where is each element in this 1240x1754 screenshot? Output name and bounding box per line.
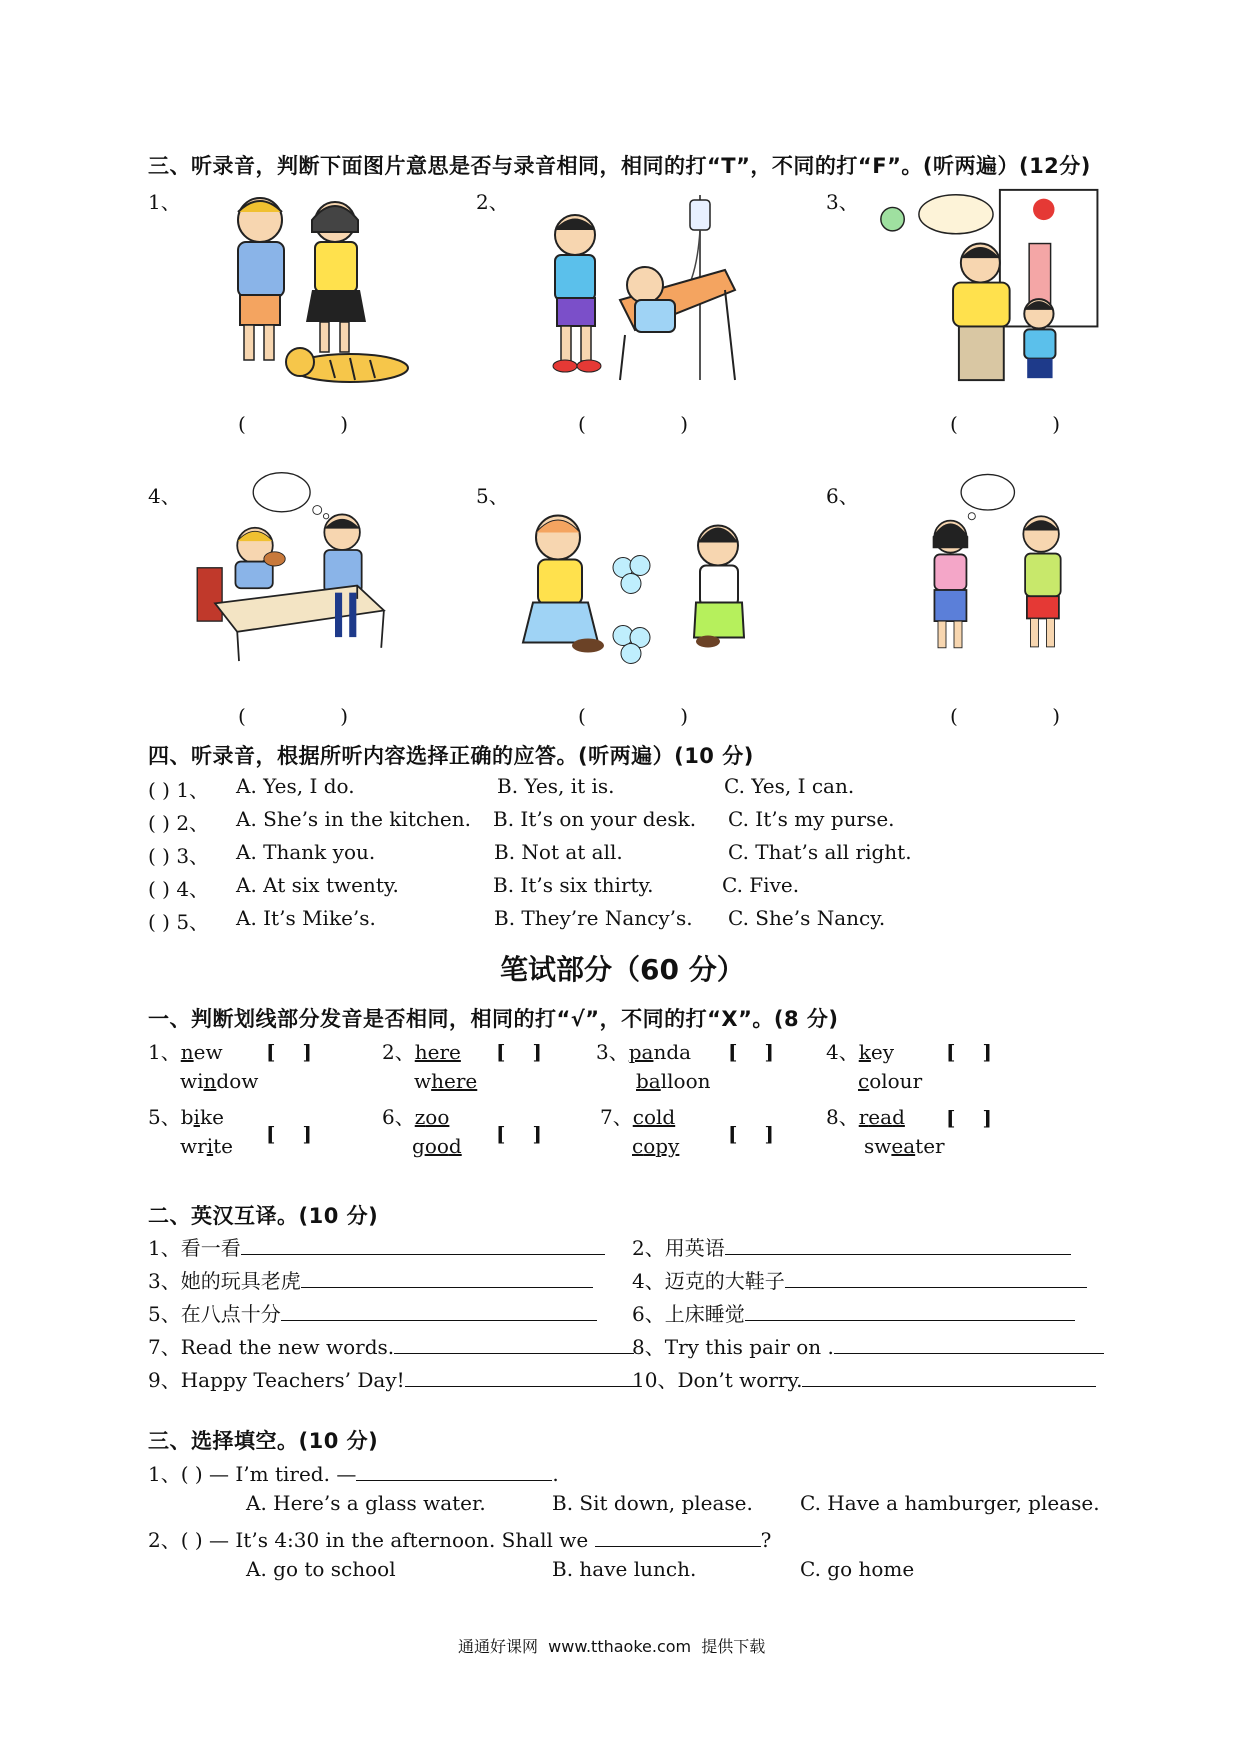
- item-number: 5、: [148, 1105, 181, 1129]
- picture-item-number: 4、: [148, 484, 181, 508]
- answer-bracket[interactable]: [ ]: [728, 1122, 774, 1146]
- choice-question-2: 2、( ) — It’s 4:30 in the afternoon. Shall we ?: [148, 1528, 772, 1552]
- item-number: 3、: [596, 1040, 629, 1064]
- answer-blank[interactable]: [802, 1366, 1096, 1387]
- answer-blank[interactable]: [745, 1300, 1075, 1321]
- underlined-part: cold: [632, 1105, 676, 1129]
- paren-open: (: [578, 704, 586, 728]
- section-title-multiple-choice: 三、选择填空。(10 分): [148, 1429, 379, 1453]
- pronunciation-item-1-word2: window: [180, 1069, 259, 1093]
- answer-bracket[interactable]: [ ]: [728, 1040, 774, 1064]
- item-number: 6、: [382, 1105, 415, 1129]
- response-option-a: A. It’s Mike’s.: [236, 906, 376, 930]
- paren-open: (: [950, 412, 958, 436]
- picture-item-number: 3、: [826, 190, 859, 214]
- underlined-part: n: [180, 1040, 194, 1064]
- pronunciation-item-8-word2: sweater: [864, 1134, 945, 1158]
- pronunciation-item-7-word2: [632, 1134, 679, 1158]
- boy-eating-hamburger-at-table-illustration: [180, 470, 410, 670]
- item-number: 1、: [148, 1040, 181, 1064]
- choice-question-1: 1、( ) — I’m tired. — .: [148, 1462, 559, 1486]
- pronunciation-item-8: [826, 1101, 905, 1130]
- underlined-part: here: [431, 1069, 478, 1093]
- translation-item: 5、在八点十分: [148, 1298, 597, 1327]
- response-option-a: A. She’s in the kitchen.: [236, 807, 472, 831]
- underlined-part: c: [858, 1069, 870, 1093]
- answer-bracket[interactable]: [ ]: [266, 1122, 312, 1146]
- pronunciation-item-3: 3、panda: [596, 1040, 692, 1064]
- underlined-part: here: [414, 1040, 461, 1064]
- response-question-number[interactable]: ( ) 2、: [148, 811, 210, 835]
- paren-close: ): [680, 412, 688, 436]
- picture-item-number: 2、: [476, 190, 509, 214]
- item-number: 7、: [600, 1105, 633, 1129]
- response-option-c: C. It’s my purse.: [728, 807, 895, 831]
- section-title-translation: 二、英汉互译。(10 分): [148, 1204, 379, 1228]
- answer-parentheses[interactable]: [578, 412, 688, 436]
- footer-source-credit: 通通好课网 www.tthaoke.com 提供下载: [458, 1637, 766, 1656]
- paren-open: (: [238, 412, 246, 436]
- boy-and-girl-with-balloons-illustration: [518, 500, 748, 700]
- response-option-b: B. It’s on your desk.: [493, 807, 697, 831]
- response-option-b: B. They’re Nancy’s.: [494, 906, 693, 930]
- response-question-number[interactable]: ( ) 4、: [148, 877, 210, 901]
- answer-parentheses[interactable]: [238, 412, 348, 436]
- answer-bracket[interactable]: [ ]: [496, 1122, 542, 1146]
- underlined-part: k: [858, 1040, 871, 1064]
- item-number: 2、: [382, 1040, 415, 1064]
- answer-bracket[interactable]: [ ]: [946, 1106, 992, 1130]
- section-title-pronunciation: 一、判断划线部分发音是否相同，相同的打“√”，不同的打“X”。(8 分): [148, 1007, 839, 1031]
- pronunciation-item-6-word2: [412, 1134, 462, 1158]
- response-option-b: B. Yes, it is.: [497, 774, 615, 798]
- translation-item: 7、Read the new words.: [148, 1331, 634, 1360]
- underlined-part: i: [206, 1134, 214, 1158]
- choice-option-a: A. Here’s a glass water.: [246, 1491, 486, 1515]
- response-option-c: C. She’s Nancy.: [728, 906, 886, 930]
- underlined-part: read: [858, 1105, 905, 1129]
- response-option-c: C. That’s all right.: [728, 840, 912, 864]
- choice-option-c: C. Have a hamburger, please.: [800, 1491, 1100, 1515]
- response-option-b: B. It’s six thirty.: [493, 873, 654, 897]
- response-question-number[interactable]: ( ) 1、: [148, 778, 210, 802]
- response-option-a: A. At six twenty.: [236, 873, 399, 897]
- pronunciation-item-7: [600, 1101, 675, 1130]
- paren-close: ): [340, 412, 348, 436]
- pronunciation-item-4-word2: colour: [858, 1069, 923, 1093]
- paren-close: ): [340, 704, 348, 728]
- answer-parentheses[interactable]: [238, 704, 348, 728]
- answer-bracket[interactable]: [ ]: [266, 1040, 312, 1064]
- pronunciation-item-3-word2: balloon: [636, 1069, 711, 1093]
- translation-item: 6、上床睡觉: [632, 1298, 1075, 1327]
- paren-close: ): [680, 704, 688, 728]
- man-and-boy-at-window-illustration: [880, 185, 1110, 385]
- picture-item-number: 6、: [826, 484, 859, 508]
- pronunciation-item-2: [382, 1036, 461, 1065]
- answer-parentheses[interactable]: [578, 704, 688, 728]
- translation-item: 4、迈克的大鞋子: [632, 1265, 1087, 1294]
- picture-item-number: 1、: [148, 190, 181, 214]
- response-option-a: A. Yes, I do.: [236, 774, 355, 798]
- response-question-number[interactable]: ( ) 5、: [148, 910, 210, 934]
- pronunciation-item-6: [382, 1101, 449, 1130]
- paren-open: (: [950, 704, 958, 728]
- response-option-b: B. Not at all.: [494, 840, 623, 864]
- paren-open: (: [578, 412, 586, 436]
- answer-blank[interactable]: [394, 1333, 634, 1354]
- response-option-a: A. Thank you.: [236, 840, 376, 864]
- girl-giving-boy-a-pen-illustration: [895, 470, 1125, 670]
- choice-option-b: B. have lunch.: [552, 1557, 697, 1581]
- underlined-part: pa: [628, 1040, 654, 1064]
- answer-blank[interactable]: [595, 1526, 761, 1547]
- translation-item: 9、Happy Teachers’ Day!: [148, 1364, 635, 1393]
- answer-parentheses[interactable]: [950, 412, 1060, 436]
- response-option-c: C. Yes, I can.: [724, 774, 855, 798]
- answer-blank[interactable]: [281, 1300, 597, 1321]
- translation-item: 2、用英语: [632, 1232, 1071, 1261]
- pronunciation-item-1: 1、new: [148, 1040, 223, 1064]
- pronunciation-item-5-word2: write: [180, 1134, 233, 1158]
- answer-blank[interactable]: [241, 1234, 605, 1255]
- choice-option-a: A. go to school: [246, 1557, 396, 1581]
- pronunciation-item-2-word2: where: [414, 1069, 478, 1093]
- choice-option-b: B. Sit down, please.: [552, 1491, 753, 1515]
- underlined-part: zoo: [414, 1105, 450, 1129]
- answer-bracket[interactable]: [ ]: [946, 1040, 992, 1064]
- answer-blank[interactable]: [834, 1333, 1104, 1354]
- underlined-part: copy: [632, 1134, 680, 1158]
- written-part-title: 笔试部分（60 分）: [500, 953, 745, 986]
- underlined-part: good: [412, 1134, 462, 1158]
- answer-blank[interactable]: [301, 1267, 593, 1288]
- underlined-part: ea: [891, 1134, 916, 1158]
- underlined-part: i: [193, 1105, 200, 1129]
- answer-blank[interactable]: [405, 1366, 635, 1387]
- response-option-c: C. Five.: [722, 873, 800, 897]
- answer-bracket[interactable]: [ ]: [496, 1040, 542, 1064]
- section-title-listening-responses: 四、听录音，根据所听内容选择正确的应答。(听两遍）(10 分): [148, 744, 754, 768]
- boy-girl-toy-tiger-illustration: [200, 190, 430, 390]
- section-title-listening-pictures: 三、听录音，判断下面图片意思是否与录音相同，相同的打“T”，不同的打“F”。(听两遍）(12分): [148, 154, 1091, 178]
- translation-item: 1、看一看: [148, 1232, 605, 1261]
- boy-visiting-sick-friend-illustration: [525, 190, 755, 390]
- pronunciation-item-5: 5、bike: [148, 1105, 224, 1129]
- translation-item: 3、她的玩具老虎: [148, 1265, 593, 1294]
- response-question-number[interactable]: ( ) 3、: [148, 844, 210, 868]
- paren-close: ): [1052, 704, 1060, 728]
- translation-item: 10、Don’t worry.: [632, 1364, 1096, 1393]
- answer-parentheses[interactable]: [950, 704, 1060, 728]
- underlined-part: n: [203, 1069, 217, 1093]
- underlined-part: ba: [636, 1069, 661, 1093]
- picture-item-number: 5、: [476, 484, 509, 508]
- item-number: 8、: [826, 1105, 859, 1129]
- answer-blank[interactable]: [785, 1267, 1087, 1288]
- pronunciation-item-4: 4、key: [826, 1040, 894, 1064]
- translation-item: 8、Try this pair on .: [632, 1331, 1104, 1360]
- answer-blank[interactable]: [725, 1234, 1071, 1255]
- item-number: 4、: [826, 1040, 859, 1064]
- paren-open: (: [238, 704, 246, 728]
- choice-option-c: C. go home: [800, 1557, 915, 1581]
- answer-blank[interactable]: [356, 1460, 552, 1481]
- paren-close: ): [1052, 412, 1060, 436]
